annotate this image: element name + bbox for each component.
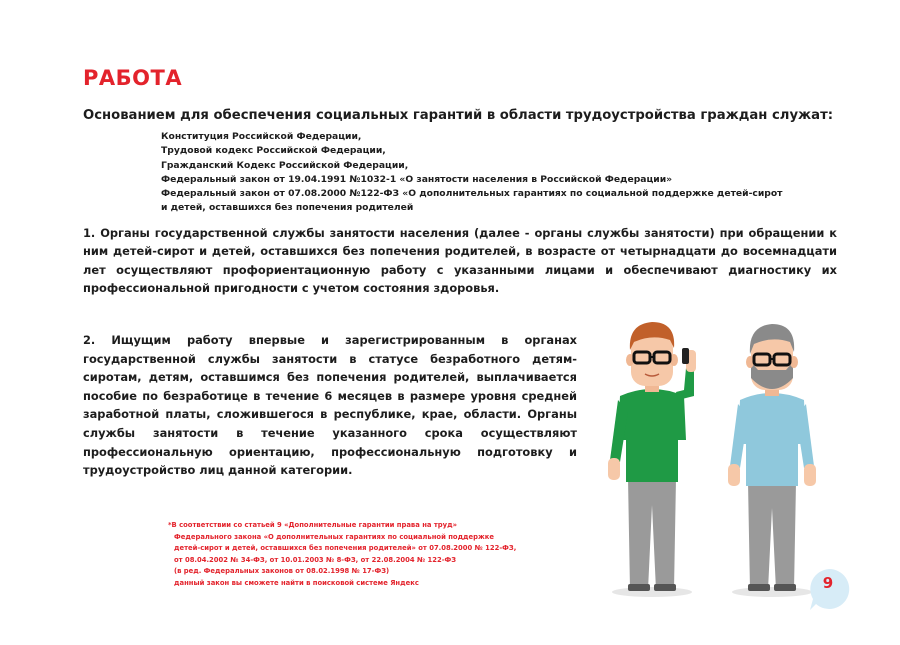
paragraph-1: 1. Органы государственной службы занятости населения (далее - органы службы занятости) при обращении к ним детей-сирот и детей, оставшихся без попечения родителей, в возрасте от четырнадцати до восемнадцати лет осуществляют профориентационную работу с указанными лицами и обеспечивают диагностику их профессиональной пригодности с учетом состояния здоровья. — [83, 226, 837, 295]
basis-item: Федеральный закон от 19.04.1991 №1032-1 «О занятости населения в Российской Федерации» — [161, 173, 673, 185]
basis-item: Трудовой кодекс Российской Федерации, — [161, 145, 386, 157]
bearded-man-figure — [728, 324, 816, 591]
footnote-line: (в ред. Федеральных законов от 08.02.1998 № 17-ФЗ) — [174, 567, 390, 576]
footnote-line: данный закон вы сможете найти в поисковой системе Яндекс — [174, 578, 419, 587]
basis-item: Гражданский Кодекс Российской Федерации, — [161, 159, 409, 171]
footnote-line: детей-сирот и детей, оставшихся без попечения родителей» от 07.08.2000 № 122-ФЗ, — [174, 544, 517, 553]
footnote — [168, 520, 628, 590]
basis-item: Федеральный закон от 07.08.2000 №122-ФЗ «О дополнительных гарантиях по социальной поддержке детей-сирот — [161, 188, 783, 200]
basis-item: Конституция Российской Федерации, — [161, 131, 362, 142]
page-number: 9 — [822, 574, 834, 592]
legal-basis-list — [161, 130, 851, 216]
footnote-line: Федерального закона «О дополнительных гарантиях по социальной поддержке — [174, 532, 495, 541]
two-men-illustration — [590, 300, 840, 600]
paragraph-2: 2. Ищущим работу впервые и зарегистрированным в органах государственной службы занятости в статусе безработного детям-сиротам, детям, оставшимся без попечения родителей, выплачивается пособие по безработице в течение 6 месяцев в размере уровня средней заработной платы, сложившегося в республике, крае, области. Органы службы занятости в течение указанного срока осуществляют профессиональную ориентацию, профессиональную подготовку и трудоустройство лиц данной категории. — [83, 333, 577, 478]
footnote-line: *В соответствии со статьей 9 «Дополнительные гарантии права на труд» — [168, 521, 457, 529]
man-with-phone-figure — [608, 322, 696, 591]
basis-item: и детей, оставшихся без попечения родителей — [161, 202, 414, 214]
lead-text: Основанием для обеспечения социальных гарантий в области трудоустройства граждан служат: — [83, 108, 834, 123]
footnote-line: от 08.04.2002 № 34-ФЗ, от 10.01.2003 № 8-ФЗ, от 22.08.2004 № 122-ФЗ — [174, 555, 457, 564]
page-title: РАБОТА — [83, 66, 183, 90]
